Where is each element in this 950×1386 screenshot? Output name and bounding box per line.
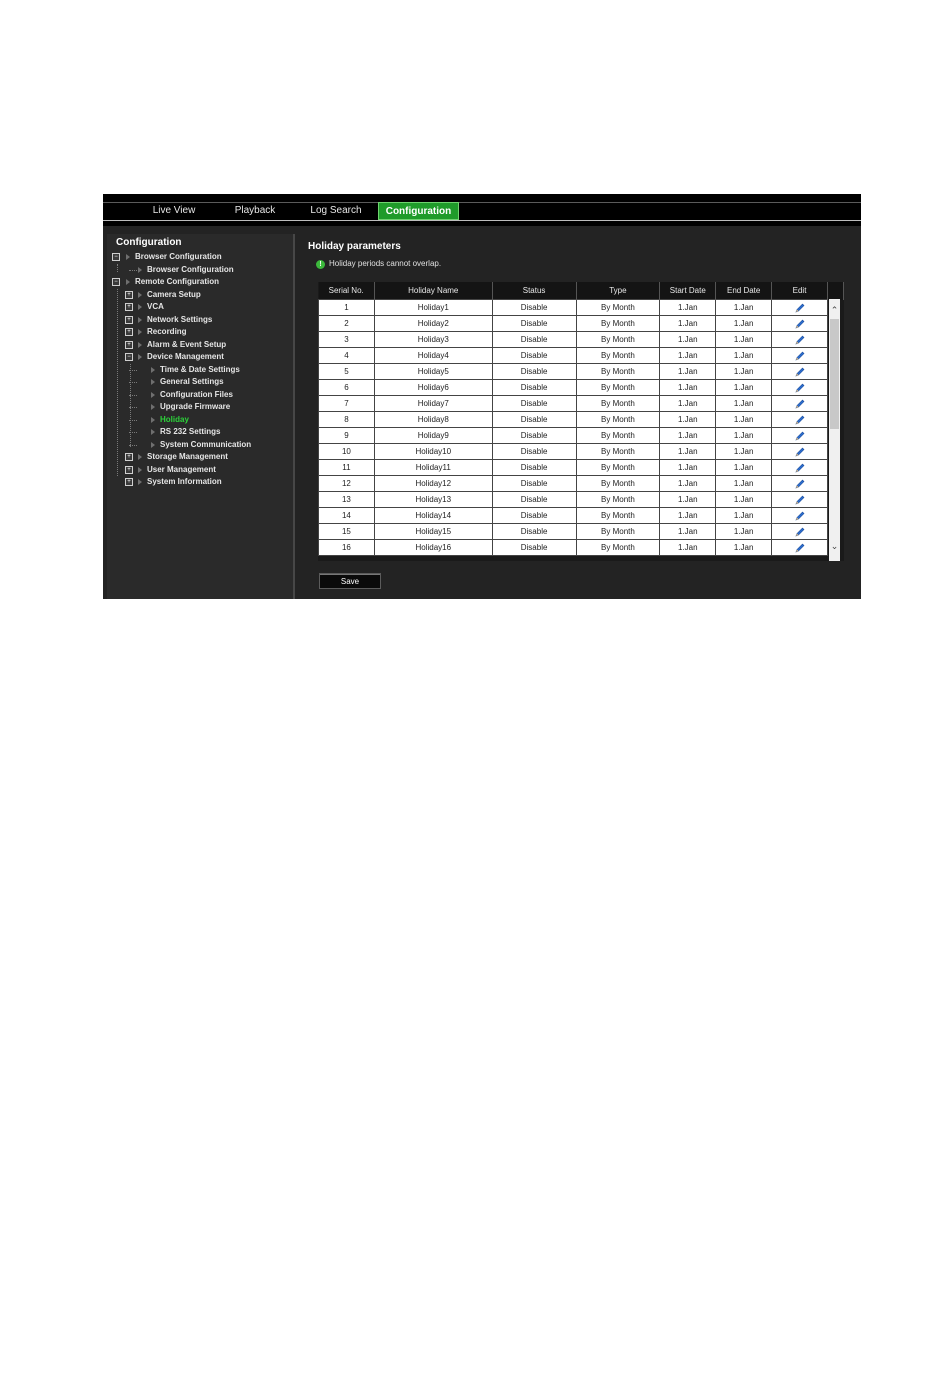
sidebar-item-user-management[interactable]: User Management: [147, 464, 216, 474]
table-row[interactable]: [319, 380, 844, 396]
status-cell: Disable: [492, 396, 576, 412]
type-cell: By Month: [576, 508, 660, 524]
tree-connector: [129, 270, 137, 271]
column-header-spacer: [827, 282, 843, 300]
start-date-cell: 1.Jan: [660, 492, 716, 508]
end-date-cell: 1.Jan: [716, 540, 772, 556]
pencil-icon[interactable]: [794, 494, 806, 506]
type-cell: By Month: [576, 380, 660, 396]
end-date-cell: 1.Jan: [716, 396, 772, 412]
sidebar-item-general-settings[interactable]: General Settings: [160, 377, 224, 386]
serial-cell: 4: [319, 348, 375, 364]
scroll-thumb[interactable]: [830, 319, 839, 429]
tree-arrow-icon: [138, 354, 142, 360]
status-cell: Disable: [492, 508, 576, 524]
sidebar-item-vca[interactable]: VCA: [147, 302, 164, 311]
column-header: Type: [576, 282, 660, 300]
serial-cell: 5: [319, 364, 375, 380]
table-row[interactable]: [319, 332, 844, 348]
sidebar-item-system-information[interactable]: System Information: [147, 477, 222, 486]
end-date-cell: 1.Jan: [716, 444, 772, 460]
edit-cell[interactable]: [772, 316, 828, 332]
edit-cell[interactable]: [772, 444, 828, 460]
table-row[interactable]: [319, 428, 844, 444]
column-header: End Date: [716, 282, 772, 300]
name-cell: Holiday11: [374, 460, 492, 476]
tree-arrow-icon: [151, 442, 155, 448]
table-row[interactable]: [319, 444, 844, 460]
serial-cell: 9: [319, 428, 375, 444]
serial-cell: 1: [319, 300, 375, 316]
tree-arrow-icon: [138, 267, 142, 273]
notice-text: Holiday periods cannot overlap.: [329, 259, 442, 268]
name-cell: Holiday9: [374, 428, 492, 444]
start-date-cell: 1.Jan: [660, 524, 716, 540]
pencil-icon[interactable]: [794, 526, 806, 538]
tree-connector: [117, 264, 118, 272]
status-cell: Disable: [492, 300, 576, 316]
name-cell: Holiday10: [374, 444, 492, 460]
sidebar-item-remote-configuration[interactable]: Remote Configuration: [135, 277, 219, 286]
sidebar-item-time-date-settings[interactable]: Time & Date Settings: [160, 364, 240, 374]
column-header: Serial No.: [319, 282, 375, 300]
status-cell: Disable: [492, 476, 576, 492]
sidebar-item-network-settings[interactable]: Network Settings: [147, 314, 213, 324]
table-row[interactable]: [319, 412, 844, 428]
tree-connector: [117, 289, 118, 477]
column-header: Holiday Name: [374, 282, 492, 300]
tree-arrow-icon: [151, 392, 155, 398]
holiday-panel: [299, 234, 861, 599]
edit-cell[interactable]: [772, 492, 828, 508]
name-cell: Holiday8: [374, 412, 492, 428]
sidebar-item-system-communication[interactable]: System Communication: [160, 439, 252, 449]
edit-cell[interactable]: [772, 524, 828, 540]
table-row[interactable]: [319, 508, 844, 524]
app-window: [103, 194, 861, 599]
column-header: Edit: [772, 282, 828, 300]
start-date-cell: 1.Jan: [660, 428, 716, 444]
serial-cell: 8: [319, 412, 375, 428]
end-date-cell: 1.Jan: [716, 348, 772, 364]
pencil-icon[interactable]: [794, 462, 806, 474]
holiday-table: [318, 282, 844, 561]
tree-arrow-icon: [138, 479, 142, 485]
status-cell: Disable: [492, 316, 576, 332]
serial-cell: 10: [319, 444, 375, 460]
start-date-cell: 1.Jan: [660, 412, 716, 428]
end-date-cell: 1.Jan: [716, 300, 772, 316]
edit-cell[interactable]: [772, 428, 828, 444]
nav-divider: [103, 202, 861, 203]
end-date-cell: 1.Jan: [716, 476, 772, 492]
status-cell: Disable: [492, 444, 576, 460]
end-date-cell: 1.Jan: [716, 412, 772, 428]
sidebar-item-browser-configuration[interactable]: Browser Configuration: [135, 252, 222, 261]
nav-underline: [103, 220, 861, 221]
start-date-cell: 1.Jan: [660, 364, 716, 380]
start-date-cell: 1.Jan: [660, 300, 716, 316]
status-cell: Disable: [492, 364, 576, 380]
collapse-remote-configuration-icon[interactable]: −: [112, 278, 120, 286]
collapse-browser-configuration-icon[interactable]: −: [112, 253, 120, 261]
end-date-cell: 1.Jan: [716, 316, 772, 332]
tree-arrow-icon: [138, 454, 142, 460]
config-sidebar: [107, 234, 295, 599]
serial-cell: 11: [319, 460, 375, 476]
name-cell: Holiday15: [374, 524, 492, 540]
table-row[interactable]: [319, 492, 844, 508]
expand-camera-setup-icon[interactable]: +: [125, 291, 133, 299]
end-date-cell: 1.Jan: [716, 524, 772, 540]
pencil-icon[interactable]: [794, 510, 806, 522]
pencil-icon[interactable]: [794, 334, 806, 346]
tab-playback[interactable]: Playback: [234, 205, 276, 216]
type-cell: By Month: [576, 348, 660, 364]
tree-arrow-icon: [151, 367, 155, 373]
expand-alarm-event-setup-icon[interactable]: +: [125, 341, 133, 349]
start-date-cell: 1.Jan: [660, 332, 716, 348]
sidebar-item-camera-setup[interactable]: Camera Setup: [147, 289, 201, 299]
type-cell: By Month: [576, 428, 660, 444]
end-date-cell: 1.Jan: [716, 460, 772, 476]
name-cell: Holiday12: [374, 476, 492, 492]
type-cell: By Month: [576, 476, 660, 492]
expand-storage-management-icon[interactable]: +: [125, 453, 133, 461]
table-row[interactable]: [319, 460, 844, 476]
status-cell: Disable: [492, 460, 576, 476]
tab-configuration[interactable]: Configuration: [378, 202, 459, 220]
type-cell: By Month: [576, 332, 660, 348]
type-cell: By Month: [576, 364, 660, 380]
end-date-cell: 1.Jan: [716, 428, 772, 444]
pencil-icon[interactable]: [794, 366, 806, 378]
edit-cell[interactable]: [772, 380, 828, 396]
end-date-cell: 1.Jan: [716, 492, 772, 508]
sidebar-item-holiday[interactable]: Holiday: [160, 414, 189, 424]
sidebar-item-rs232-settings[interactable]: RS 232 Settings: [160, 427, 221, 436]
start-date-cell: 1.Jan: [660, 540, 716, 556]
status-cell: Disable: [492, 412, 576, 428]
start-date-cell: 1.Jan: [660, 348, 716, 364]
end-date-cell: 1.Jan: [716, 508, 772, 524]
status-cell: Disable: [492, 540, 576, 556]
edit-cell[interactable]: [772, 412, 828, 428]
type-cell: By Month: [576, 460, 660, 476]
edit-cell[interactable]: [772, 540, 828, 556]
name-cell: Holiday14: [374, 508, 492, 524]
end-date-cell: 1.Jan: [716, 380, 772, 396]
table-row[interactable]: [319, 364, 844, 380]
pencil-icon[interactable]: [794, 542, 806, 554]
table-row[interactable]: [319, 300, 844, 316]
tree-arrow-icon: [138, 342, 142, 348]
pencil-icon[interactable]: [794, 414, 806, 426]
name-cell: Holiday1: [374, 300, 492, 316]
name-cell: Holiday7: [374, 396, 492, 412]
tree-arrow-icon: [138, 317, 142, 323]
name-cell: Holiday6: [374, 380, 492, 396]
table-row[interactable]: [319, 524, 844, 540]
table-row[interactable]: [319, 396, 844, 412]
edit-cell[interactable]: [772, 508, 828, 524]
start-date-cell: 1.Jan: [660, 380, 716, 396]
serial-cell: 2: [319, 316, 375, 332]
tree-arrow-icon: [138, 467, 142, 473]
pencil-icon[interactable]: [794, 430, 806, 442]
tab-live-view[interactable]: Live View: [152, 205, 196, 216]
edit-cell[interactable]: [772, 300, 828, 316]
edit-cell[interactable]: [772, 396, 828, 412]
serial-cell: 16: [319, 540, 375, 556]
tree-arrow-icon: [138, 304, 142, 310]
pencil-icon[interactable]: [794, 446, 806, 458]
serial-cell: 6: [319, 380, 375, 396]
collapse-device-management-icon[interactable]: −: [125, 353, 133, 361]
expand-network-settings-icon[interactable]: +: [125, 316, 133, 324]
type-cell: By Month: [576, 540, 660, 556]
status-cell: Disable: [492, 492, 576, 508]
type-cell: By Month: [576, 524, 660, 540]
tree-arrow-icon: [151, 404, 155, 410]
sidebar-item-configuration-files[interactable]: Configuration Files: [160, 389, 233, 399]
scroll-down-icon[interactable]: ⌄: [830, 541, 839, 551]
serial-cell: 3: [319, 332, 375, 348]
name-cell: Holiday4: [374, 348, 492, 364]
pencil-icon[interactable]: [794, 398, 806, 410]
name-cell: Holiday5: [374, 364, 492, 380]
pencil-icon[interactable]: [794, 478, 806, 490]
expand-user-management-icon[interactable]: +: [125, 466, 133, 474]
sidebar-item-recording[interactable]: Recording: [147, 327, 187, 336]
pencil-icon[interactable]: [794, 318, 806, 330]
serial-cell: 7: [319, 396, 375, 412]
pencil-icon[interactable]: [794, 382, 806, 394]
table-scrollbar[interactable]: [829, 299, 840, 561]
serial-cell: 15: [319, 524, 375, 540]
status-cell: Disable: [492, 332, 576, 348]
end-date-cell: 1.Jan: [716, 332, 772, 348]
type-cell: By Month: [576, 300, 660, 316]
edit-cell[interactable]: [772, 364, 828, 380]
tree-arrow-icon: [126, 254, 130, 260]
type-cell: By Month: [576, 316, 660, 332]
edit-cell[interactable]: [772, 348, 828, 364]
table-row[interactable]: [319, 476, 844, 492]
expand-recording-icon[interactable]: +: [125, 328, 133, 336]
status-cell: Disable: [492, 348, 576, 364]
info-icon: !: [316, 260, 325, 269]
expand-vca-icon[interactable]: +: [125, 303, 133, 311]
start-date-cell: 1.Jan: [660, 396, 716, 412]
serial-cell: 14: [319, 508, 375, 524]
edit-cell[interactable]: [772, 460, 828, 476]
expand-system-information-icon[interactable]: +: [125, 478, 133, 486]
start-date-cell: 1.Jan: [660, 316, 716, 332]
tree-arrow-icon: [151, 379, 155, 385]
scroll-up-icon[interactable]: ⌃: [830, 305, 839, 315]
type-cell: By Month: [576, 492, 660, 508]
sidebar-item-upgrade-firmware[interactable]: Upgrade Firmware: [160, 402, 231, 411]
sidebar-title: Configuration: [116, 237, 182, 248]
top-navigation: [103, 194, 861, 226]
name-cell: Holiday16: [374, 540, 492, 556]
tree-arrow-icon: [151, 417, 155, 423]
column-header: Start Date: [660, 282, 716, 300]
sidebar-item-storage-management[interactable]: Storage Management: [147, 452, 228, 461]
edit-cell[interactable]: [772, 476, 828, 492]
sidebar-item-device-management[interactable]: Device Management: [147, 352, 224, 361]
pencil-icon[interactable]: [794, 302, 806, 314]
serial-cell: 13: [319, 492, 375, 508]
name-cell: Holiday3: [374, 332, 492, 348]
name-cell: Holiday2: [374, 316, 492, 332]
name-cell: Holiday13: [374, 492, 492, 508]
tree-arrow-icon: [138, 329, 142, 335]
table-row[interactable]: [319, 348, 844, 364]
pencil-icon[interactable]: [794, 350, 806, 362]
serial-cell: 12: [319, 476, 375, 492]
tree-arrow-icon: [138, 292, 142, 298]
tree-arrow-icon: [151, 429, 155, 435]
tab-log-search[interactable]: Log Search: [310, 205, 362, 216]
holiday-grid: [318, 282, 844, 556]
table-row[interactable]: [319, 540, 844, 556]
type-cell: By Month: [576, 444, 660, 460]
sidebar-item-alarm-event-setup[interactable]: Alarm & Event Setup: [147, 339, 227, 349]
tree-connector: [130, 364, 131, 448]
status-cell: Disable: [492, 524, 576, 540]
type-cell: By Month: [576, 396, 660, 412]
status-cell: Disable: [492, 428, 576, 444]
start-date-cell: 1.Jan: [660, 460, 716, 476]
column-header: Status: [492, 282, 576, 300]
table-row[interactable]: [319, 316, 844, 332]
type-cell: By Month: [576, 412, 660, 428]
start-date-cell: 1.Jan: [660, 508, 716, 524]
save-button[interactable]: Save: [319, 573, 381, 589]
sidebar-item-browser-configuration-sub[interactable]: Browser Configuration: [147, 264, 234, 274]
end-date-cell: 1.Jan: [716, 364, 772, 380]
start-date-cell: 1.Jan: [660, 476, 716, 492]
start-date-cell: 1.Jan: [660, 444, 716, 460]
status-cell: Disable: [492, 380, 576, 396]
page-title: Holiday parameters: [308, 241, 401, 252]
tree-arrow-icon: [126, 279, 130, 285]
edit-cell[interactable]: [772, 332, 828, 348]
